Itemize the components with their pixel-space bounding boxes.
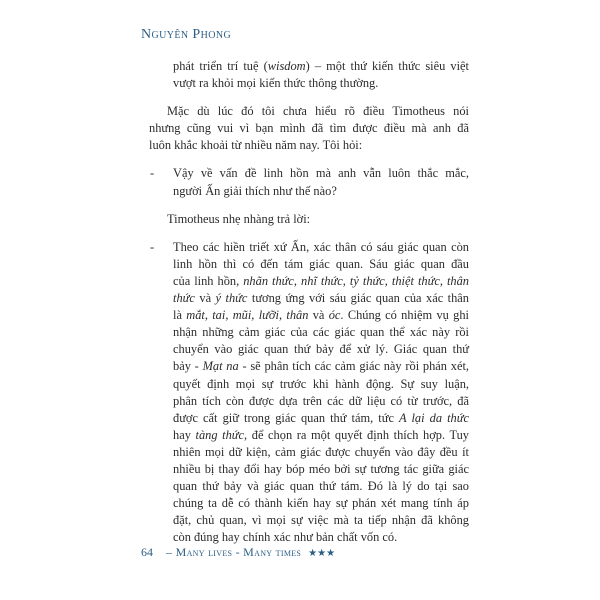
text-line: hay tàng thức, để chọn ra một quyết định thích hợp. Tuy: [173, 427, 469, 442]
text-line: chuyển vào giác quan thứ bảy để xử lý. Giác quan thứ: [173, 342, 469, 357]
text-line: nhiều bị thay đổi hay bóp méo bởi sự tương tác giữa giác: [173, 461, 469, 476]
text-line: phát triển trí tuệ (wisdom) – một thứ kiến thức siêu việt: [173, 59, 469, 73]
text-line: đặt, chủ quan, vì mọi sự việc mà ta tiếp nhận đã không: [173, 513, 469, 528]
running-head: Nguyên Phong: [141, 27, 232, 42]
text-line: thức và ý thức tương ứng với sáu giác quan của xác thân: [173, 291, 469, 306]
page-footer: [141, 545, 335, 560]
dialogue-dash: -: [150, 166, 155, 181]
text-line: người Ấn giải thích như thế nào?: [173, 183, 337, 198]
text-line: Theo các hiền triết xứ Ấn, xác thân có sáu giác quan còn: [173, 239, 469, 254]
dialogue-answer: [149, 239, 469, 547]
text-line: chúng ta dễ có thành kiến hay sự phán xét mang tính áp: [173, 496, 469, 511]
dialogue-question: [149, 165, 469, 199]
text-line: Timotheus nhẹ nhàng trả lời:: [167, 211, 311, 226]
text-line: linh hồn thì có đến tám giác quan. Sáu giác quan đầu: [173, 256, 469, 271]
text-line: nhiên mọi dữ kiện, cảm giác được chuyển vào đây đều ít: [173, 444, 469, 459]
text-line: vượt ra khỏi mọi kiến thức thông thường.: [173, 76, 379, 91]
text-line: phân tích còn được dựa trên các dữ liệu có từ trước, đã: [173, 393, 469, 408]
text-line: của linh hồn, nhãn thức, nhĩ thức, tỷ thức, thiệt thức, thân: [173, 273, 469, 288]
text-line: được cất giữ trong giác quan thứ tám, tức A lại da thức: [173, 410, 469, 425]
text-line: bảy - Mạt na - sẽ phân tích các cảm giác này rồi phán xét,: [173, 359, 470, 374]
text-line: quyết định mọi sự trước khi hành động. Sự suy luận,: [173, 376, 469, 391]
text-line: là mắt, tai, mũi, lưỡi, thân và óc. Chúng có nhiệm vụ ghi: [173, 308, 469, 323]
text-line: Mặc dù lúc đó tôi chưa hiểu rõ điều Timotheus nói: [167, 104, 469, 119]
text-line: luôn khắc khoải từ nhiều năm nay. Tôi hỏi:: [149, 138, 363, 153]
paragraph: [149, 211, 469, 228]
dialogue-dash: -: [150, 239, 155, 254]
body-text: [149, 58, 469, 546]
page-number: 64: [141, 545, 153, 559]
paragraph: [149, 103, 469, 154]
text-line: còn đúng hay chính xác như bản chất vốn có.: [173, 530, 398, 545]
star-icon: ★★★: [308, 548, 336, 559]
book-title: – Many lives - Many times: [166, 545, 302, 559]
text-line: nhưng cũng vui vì bạn mình đã tìm được điều mà anh đã: [149, 121, 469, 136]
text-line: nhận những cảm giác của các giác quan thể xác này rồi: [173, 325, 469, 340]
text-line: Vậy về vấn đề linh hồn mà anh vẫn luôn thắc mắc,: [173, 166, 469, 181]
paragraph-continuation: [149, 58, 469, 92]
text-line: quan thứ bảy và giác quan thứ tám. Đó là lý do tại sao: [173, 479, 469, 494]
